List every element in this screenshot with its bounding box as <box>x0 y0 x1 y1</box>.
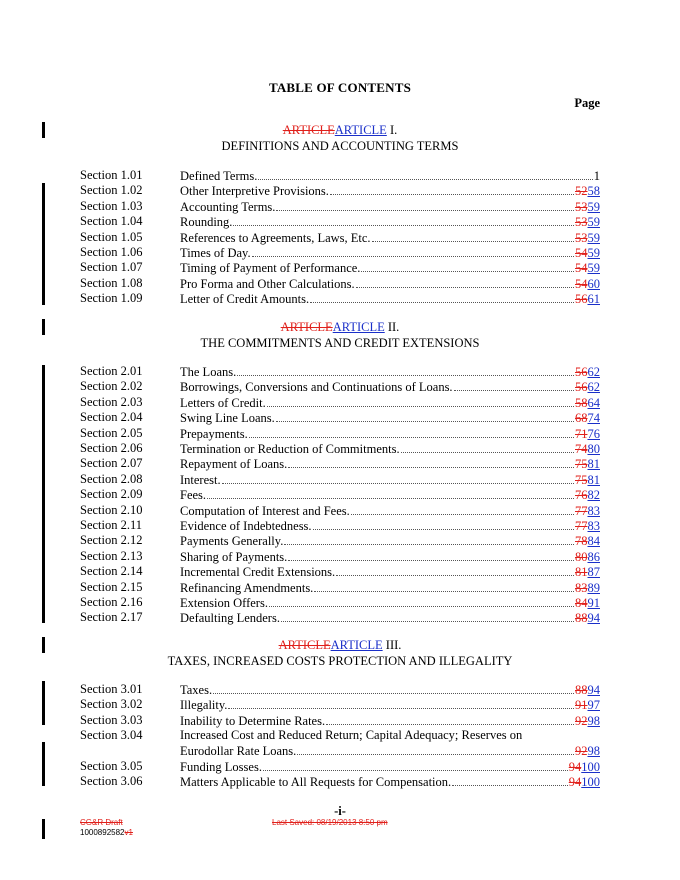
section-entry-body <box>180 533 600 548</box>
section-title: References to Agreements, Laws, Etc. <box>180 230 371 245</box>
section-entry-body <box>180 230 600 245</box>
section-number: Section 3.04 <box>80 728 143 743</box>
section-title: Sharing of Payments. <box>180 549 288 564</box>
page-ref-deleted: 92 <box>575 744 588 759</box>
page-ref <box>575 534 600 549</box>
page-ref-current: 60 <box>587 276 600 291</box>
toc-entry[interactable] <box>80 276 600 291</box>
page-ref <box>575 488 600 503</box>
toc-entry[interactable] <box>80 595 600 610</box>
section-entry-body <box>180 503 600 518</box>
dot-leader <box>313 518 574 530</box>
dot-leader <box>213 682 574 694</box>
section-title: Other Interpretive Provisions. <box>180 184 329 199</box>
page-ref-deleted: 71 <box>575 426 588 441</box>
article-heading <box>0 122 680 154</box>
page-ref-current: 64 <box>587 395 600 410</box>
footer-doc-id: 1000892582 <box>80 828 125 837</box>
section-entry-body <box>180 364 600 379</box>
section-title: Defaulting Lenders. <box>180 611 280 626</box>
article-title: THE COMMITMENTS AND CREDIT EXTENSIONS <box>200 336 480 350</box>
section-entry-body <box>180 410 600 425</box>
section-number: Section 1.02 <box>80 183 143 198</box>
page-ref-current: 94 <box>587 683 600 697</box>
section-entry-body <box>180 168 600 183</box>
page-ref <box>569 760 600 775</box>
page-ref-deleted: 83 <box>575 580 588 595</box>
section-number: Section 2.16 <box>80 595 143 609</box>
page-ref-current: 80 <box>587 442 600 456</box>
toc-entry[interactable] <box>80 713 600 728</box>
change-bar <box>42 365 45 623</box>
dot-leader <box>276 199 574 211</box>
footer-doc-id-deleted: v1 <box>124 828 133 837</box>
page-ref <box>575 442 600 457</box>
page-ref <box>575 473 600 488</box>
toc-entry[interactable] <box>80 364 600 379</box>
section-number: Section 2.11 <box>80 518 143 532</box>
toc-entry[interactable] <box>80 379 600 394</box>
page-ref-current: 76 <box>587 426 600 441</box>
section-number: Section 2.02 <box>80 379 143 394</box>
page-ref-current: 84 <box>587 534 600 549</box>
section-number: Section 2.13 <box>80 548 143 563</box>
section-title-line2: Eurodollar Rate Loans. <box>180 744 297 759</box>
page-ref-current: 83 <box>587 503 600 518</box>
section-number: Section 2.12 <box>80 533 143 548</box>
section-entry-body <box>180 291 600 306</box>
section-title: Matters Applicable to All Requests for Compensation. <box>180 775 452 790</box>
page-ref <box>575 581 600 596</box>
section-entry-body <box>180 456 600 471</box>
article-deleted-text: ARTICLE <box>280 320 333 334</box>
toc-entry[interactable] <box>80 580 600 595</box>
section-title: Borrowings, Conversions and Continuations of Loans. <box>180 380 453 395</box>
dot-leader <box>297 743 574 755</box>
page-ref-deleted: 75 <box>575 472 588 487</box>
page-ref <box>575 277 600 292</box>
page-ref-current: 59 <box>587 199 600 214</box>
section-entry-body <box>180 199 600 214</box>
section-title: Funding Losses. <box>180 760 262 774</box>
change-bar <box>42 819 45 839</box>
page-ref-deleted: 91 <box>575 698 588 713</box>
page-ref <box>575 215 600 230</box>
section-title: Fees. <box>180 488 207 503</box>
page-ref-deleted: 54 <box>575 276 588 291</box>
page-ref-current: 100 <box>581 775 600 790</box>
section-title: Letter of Credit Amounts. <box>180 292 310 307</box>
dot-leader <box>263 759 568 771</box>
page-ref <box>575 411 600 426</box>
page-ref <box>575 396 600 411</box>
section-number: Section 2.10 <box>80 502 143 517</box>
change-bar <box>42 183 45 305</box>
page-ref-current: 62 <box>587 380 600 395</box>
section-title: Interest. <box>180 472 221 487</box>
toc-entry[interactable] <box>80 245 600 260</box>
dot-leader <box>276 410 574 422</box>
page-ref <box>575 184 600 199</box>
section-entry-body <box>180 564 600 579</box>
section-entry-body <box>180 260 600 275</box>
section-entry-body <box>180 395 600 410</box>
section-title: Pro Forma and Other Calculations. <box>180 276 355 291</box>
page-ref-current: 98 <box>587 713 600 728</box>
section-title: Illegality. <box>180 698 228 713</box>
toc-entry[interactable] <box>80 759 600 774</box>
toc-entry[interactable] <box>80 610 600 625</box>
section-entry-body <box>180 728 600 758</box>
toc-entry[interactable] <box>80 697 600 712</box>
dot-leader <box>452 774 568 786</box>
page-ref <box>594 169 600 184</box>
toc-entry[interactable] <box>80 487 600 502</box>
page-ref-current: 81 <box>587 472 600 487</box>
page-ref-deleted: 94 <box>568 775 582 790</box>
section-title: Times of Day. <box>180 246 251 260</box>
section-number: Section 2.03 <box>80 394 143 409</box>
section-title: Computation of Interest and Fees. <box>180 503 350 518</box>
section-entry-body <box>180 245 600 260</box>
doc-title: TABLE OF CONTENTS <box>268 80 412 95</box>
toc-entry[interactable] <box>80 214 600 229</box>
section-title: Defined Terms. <box>180 169 258 183</box>
section-entry-body <box>180 518 600 533</box>
article-heading <box>0 319 680 351</box>
section-number: Section 2.07 <box>80 456 143 471</box>
page-ref <box>575 596 600 611</box>
toc-entry[interactable] <box>80 518 600 533</box>
article-inserted-text: ARTICLE <box>330 638 383 652</box>
section-entry-body <box>180 276 600 291</box>
section-number: Section 1.03 <box>80 198 143 213</box>
dot-leader <box>281 610 574 622</box>
page-ref-deleted: 53 <box>575 230 588 245</box>
page-ref-deleted: 77 <box>575 519 588 533</box>
toc-entry[interactable] <box>80 230 600 245</box>
section-number: Section 2.15 <box>80 579 143 594</box>
section-title: Repayment of Loans. <box>180 457 288 472</box>
section-title: Extension Offers. <box>180 596 268 610</box>
page-ref-current: 91 <box>587 596 600 610</box>
page-ref-current: 87 <box>587 565 600 580</box>
section-entry-body <box>180 487 600 502</box>
section-entry-body <box>180 713 600 728</box>
page-ref-current: 98 <box>587 744 600 759</box>
section-title: Payments Generally. <box>180 534 284 549</box>
page-ref-deleted: 56 <box>575 292 588 307</box>
toc-entry[interactable] <box>80 441 600 456</box>
section-entry-body <box>180 379 600 394</box>
section-number: Section 2.06 <box>80 441 143 455</box>
section-title: Accounting Terms. <box>180 199 276 214</box>
section-number: Section 3.05 <box>80 759 143 773</box>
section-entry-body <box>180 759 600 774</box>
section-number: Section 1.05 <box>80 229 143 244</box>
section-number: Section 2.14 <box>80 564 143 579</box>
article-number <box>0 319 680 335</box>
page-ref <box>569 775 600 790</box>
dot-leader <box>284 533 574 545</box>
toc-entry[interactable] <box>80 549 600 564</box>
section-number: Section 1.04 <box>80 214 143 229</box>
dot-leader <box>356 276 574 288</box>
page-ref-deleted: 77 <box>575 503 588 518</box>
section-title: Refinancing Amendments. <box>180 580 314 595</box>
page-ref <box>575 519 600 534</box>
toc-entry[interactable] <box>80 410 600 425</box>
dot-leader <box>288 549 574 561</box>
dot-leader <box>258 168 592 180</box>
page-column-label: Page <box>574 96 600 110</box>
section-entry-body <box>180 595 600 610</box>
section-entry-body <box>180 441 600 456</box>
page-ref <box>575 457 600 472</box>
toc-entry[interactable] <box>80 472 600 487</box>
article-deleted-text: ARTICLE <box>282 123 335 137</box>
section-number: Section 2.08 <box>80 471 143 486</box>
page-ref-current: 100 <box>581 760 600 774</box>
toc-entry[interactable] <box>80 395 600 410</box>
page-ref-current: 83 <box>587 519 600 533</box>
page-ref-current: 94 <box>587 611 600 626</box>
footer-last-saved <box>272 818 388 827</box>
page-ref-current: 86 <box>587 549 600 564</box>
page-ref-deleted: 88 <box>575 683 588 697</box>
section-entry-body <box>180 183 600 198</box>
toc-entry[interactable] <box>80 199 600 214</box>
page-ref <box>575 246 600 261</box>
toc-entry[interactable] <box>80 564 600 579</box>
dot-leader <box>207 487 574 499</box>
page-ref-deleted: 56 <box>575 365 588 379</box>
dot-leader <box>454 379 574 391</box>
dot-leader <box>237 364 574 376</box>
footer-page-number: -i- <box>334 804 346 818</box>
dot-leader <box>372 230 574 242</box>
page-ref-deleted: 92 <box>575 713 588 728</box>
toc-entry[interactable] <box>80 774 600 789</box>
page-ref <box>575 380 600 395</box>
toc-entry[interactable] <box>80 456 600 471</box>
dot-leader <box>336 564 574 576</box>
toc-entry[interactable] <box>80 291 600 306</box>
section-number: Section 3.06 <box>80 774 143 789</box>
page-ref <box>575 550 600 565</box>
change-bar <box>42 681 45 725</box>
page-ref-current: 82 <box>587 488 600 503</box>
section-title: Inability to Determine Rates. <box>180 713 326 728</box>
page-ref-current: 58 <box>587 184 600 199</box>
footer-deleted-draft: CG&R Draft <box>80 818 123 827</box>
footer-last-saved-deleted: Last Saved: 08/19/2013 8:50 pm <box>272 818 388 827</box>
dot-leader <box>269 595 574 607</box>
dot-leader <box>310 291 574 303</box>
article-numeral: II. <box>384 320 400 334</box>
dot-leader <box>401 441 574 453</box>
dot-leader <box>351 503 574 515</box>
section-entry-body <box>180 472 600 487</box>
section-title-continued <box>180 743 600 759</box>
dot-leader <box>326 713 574 725</box>
page-ref <box>575 504 600 519</box>
page-ref-deleted: 74 <box>575 442 588 456</box>
dot-leader <box>249 426 574 438</box>
section-title: The Loans. <box>180 365 237 379</box>
toc-entry[interactable] <box>80 183 600 198</box>
article-deleted-text: ARTICLE <box>278 638 331 652</box>
section-entry-body <box>180 214 600 229</box>
dot-leader <box>228 697 574 709</box>
page-ref-deleted: 58 <box>575 395 588 410</box>
page-ref-current: 1 <box>593 169 600 183</box>
article-number <box>0 122 680 138</box>
section-title: Prepayments. <box>180 426 248 441</box>
page-ref-current: 59 <box>587 230 600 245</box>
page-ref <box>575 200 600 215</box>
page-ref-deleted: 52 <box>575 184 588 199</box>
section-title: Incremental Credit Extensions. <box>180 565 336 580</box>
page-ref <box>575 744 600 759</box>
page-ref-current: 74 <box>587 411 600 426</box>
page-ref-deleted: 54 <box>575 261 588 276</box>
footer-doc-info <box>80 818 133 838</box>
page-ref <box>575 231 600 246</box>
dot-leader <box>252 245 574 257</box>
page-ref-current: 62 <box>587 365 600 379</box>
section-title: Letters of Credit. <box>180 395 266 410</box>
dot-leader <box>288 456 574 468</box>
page-ref-deleted: 54 <box>575 246 588 260</box>
section-entry-body <box>180 682 600 697</box>
page-ref-deleted: 56 <box>575 380 588 395</box>
section-title: Rounding. <box>180 215 233 230</box>
page-ref <box>575 714 600 729</box>
section-number: Section 2.05 <box>80 425 143 440</box>
section-number: Section 2.09 <box>80 487 143 502</box>
page-ref-deleted: 88 <box>575 611 588 626</box>
section-number: Section 3.01 <box>80 682 143 696</box>
change-bar <box>42 742 45 786</box>
article-numeral: III. <box>382 638 402 652</box>
article-title: TAXES, INCREASED COSTS PROTECTION AND ILLEGALITY <box>167 654 513 668</box>
page-ref <box>575 611 600 626</box>
article-heading <box>0 637 680 669</box>
page-ref-current: 61 <box>587 292 600 307</box>
page-ref <box>575 565 600 580</box>
page-ref-deleted: 53 <box>575 215 588 230</box>
section-title: Swing Line Loans. <box>180 411 275 426</box>
toc-entry[interactable] <box>80 533 600 548</box>
page-ref-deleted: 80 <box>575 549 588 564</box>
dot-leader <box>361 260 574 272</box>
toc-entry[interactable] <box>80 426 600 441</box>
page-ref-current: 81 <box>587 457 600 472</box>
page-ref <box>575 292 600 307</box>
toc-entry[interactable] <box>80 682 600 697</box>
page-ref-deleted: 81 <box>575 565 588 580</box>
page-ref <box>575 365 600 380</box>
page-ref-deleted: 75 <box>575 457 588 472</box>
section-title: Increased Cost and Reduced Return; Capital Adequacy; Reserves on <box>180 728 523 743</box>
section-number: Section 1.01 <box>80 168 143 182</box>
section-entry-body <box>180 774 600 789</box>
article-inserted-text: ARTICLE <box>332 320 385 334</box>
article-numeral: I. <box>386 123 398 137</box>
section-number: Section 3.02 <box>80 697 143 712</box>
page-ref <box>575 698 600 713</box>
section-entry-body <box>180 697 600 712</box>
dot-leader <box>314 580 574 592</box>
section-entry-body <box>180 549 600 564</box>
page-ref-deleted: 84 <box>575 596 588 610</box>
dot-leader <box>222 472 574 484</box>
page-ref <box>575 427 600 442</box>
section-number: Section 1.07 <box>80 260 143 275</box>
page-ref-current: 59 <box>587 246 600 260</box>
section-number: Section 1.08 <box>80 275 143 290</box>
dot-leader <box>267 395 574 407</box>
article-title: DEFINITIONS AND ACCOUNTING TERMS <box>221 139 459 153</box>
page-ref-current: 97 <box>587 698 600 713</box>
page-ref-deleted: 94 <box>568 760 582 774</box>
page-ref-deleted: 68 <box>575 411 588 426</box>
section-number: Section 2.01 <box>80 364 143 378</box>
page-ref-deleted: 78 <box>575 534 588 549</box>
article-number <box>0 637 680 653</box>
section-entry-body <box>180 426 600 441</box>
toc-entry[interactable] <box>80 728 600 758</box>
section-entry-body <box>180 580 600 595</box>
page-ref <box>575 261 600 276</box>
section-title: Evidence of Indebtedness. <box>180 519 312 533</box>
toc-entry[interactable] <box>80 503 600 518</box>
dot-leader <box>233 214 574 226</box>
section-title: Taxes. <box>180 683 213 697</box>
page-ref <box>575 683 600 698</box>
section-number: Section 2.17 <box>80 610 143 625</box>
section-number: Section 2.04 <box>80 410 143 425</box>
page-ref-current: 89 <box>587 580 600 595</box>
page-ref-current: 59 <box>587 215 600 230</box>
section-entry-body <box>180 610 600 625</box>
section-title: Termination or Reduction of Commitments. <box>180 442 400 456</box>
toc-entry[interactable] <box>80 260 600 275</box>
page-ref-current: 59 <box>587 261 600 276</box>
article-inserted-text: ARTICLE <box>334 123 387 137</box>
section-number: Section 3.03 <box>80 712 143 727</box>
section-number: Section 1.09 <box>80 291 143 306</box>
page-ref-deleted: 76 <box>575 488 588 503</box>
toc-entry[interactable] <box>80 168 600 183</box>
page-ref-deleted: 53 <box>575 199 588 214</box>
section-title: Timing of Payment of Performance. <box>180 261 361 276</box>
section-number: Section 1.06 <box>80 245 143 259</box>
dot-leader <box>330 183 574 195</box>
